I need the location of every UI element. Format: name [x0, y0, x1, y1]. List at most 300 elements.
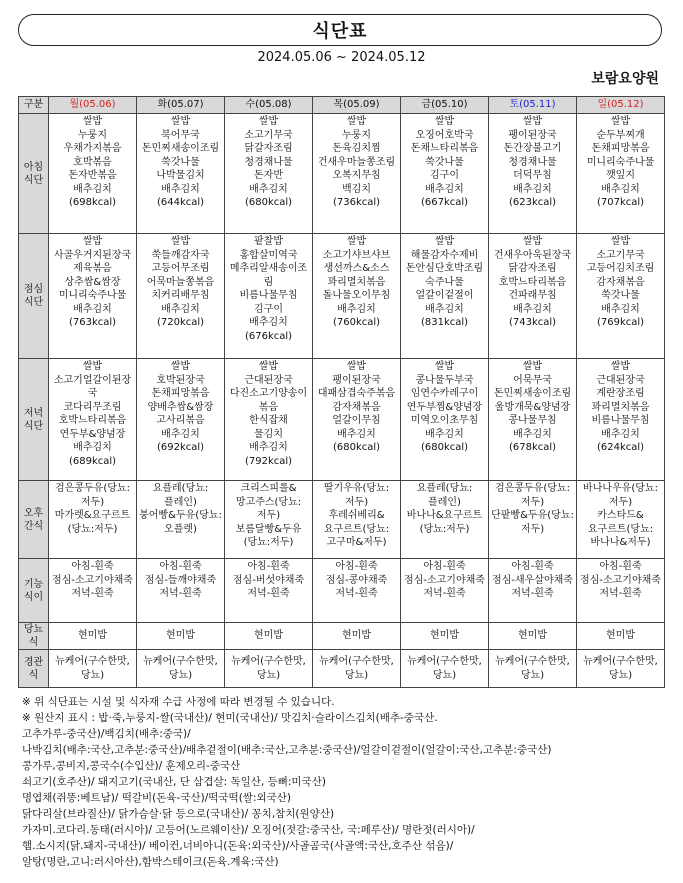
menu-item: 어묵마늘쫑볶음 [146, 276, 215, 288]
menu-cell [313, 359, 401, 481]
menu-cell [137, 559, 225, 623]
menu-item: 제육볶음 [73, 263, 112, 274]
menu-cell [225, 623, 313, 650]
menu-item: 고등어무조림 [151, 263, 210, 274]
row-label-line: 식단 [23, 420, 44, 432]
menu-item: 물김치 [254, 428, 283, 440]
menu-item: 배추김치 [73, 183, 112, 195]
menu-item: 사골우거지된장국 [53, 249, 132, 261]
menu-item: 호박느타리볶음 [58, 415, 127, 426]
menu-item: 점심-소고기야채죽 [404, 574, 485, 586]
menu-item: 후레쉬베리&요구르트(당뇨:고구마&저두) [323, 510, 390, 548]
notes [22, 694, 672, 870]
menu-item: 돈자반볶음 [68, 170, 117, 181]
menu-item: (792kcal) [244, 455, 293, 467]
menu-item: 아침-흰죽 [71, 561, 114, 572]
menu-item: (644kcal) [156, 197, 205, 208]
menu-item: 닭감자조림 [508, 263, 557, 274]
menu-cell [401, 481, 489, 559]
menu-item: 배추김치 [161, 303, 200, 315]
menu-item: 청경채나물 [508, 156, 557, 168]
menu-item: (698kcal) [68, 197, 117, 208]
menu-item: 점심-들깨야채죽 [144, 574, 217, 586]
menu-item: 배추김치 [337, 303, 376, 315]
menu-item: 배추김치 [337, 428, 376, 440]
menu-item: 쌀밥 [434, 361, 455, 372]
menu-item: (831kcal) [420, 317, 469, 328]
menu-item: 배추김치 [73, 303, 112, 315]
menu-item: (667kcal) [420, 197, 469, 208]
menu-item: 배추김치 [249, 183, 288, 195]
menu-cell [401, 559, 489, 623]
menu-item: 팥찰밥 [254, 236, 283, 247]
menu-item: 돈간장불고기 [503, 143, 562, 154]
menu-item: 깻잎지 [606, 170, 635, 181]
menu-item: 뉴케어(구수한맛, 당뇨) [407, 656, 482, 681]
menu-item: 비름나물무침 [591, 415, 650, 426]
row-label-line: 식 [28, 669, 39, 681]
menu-item: 쌀밥 [346, 116, 367, 127]
note-line: 명엽채(쥐똥:베트남)/ 떡갈비(돈육-국산)/떡국떡(쌀:외국산) [22, 792, 292, 804]
note-line: 알탕(명란,고니:러시아산),함박스테이크(돈육.계육:국산) [22, 856, 279, 868]
menu-item: 배추김치 [601, 428, 640, 440]
row-label-line: 식단 [23, 174, 44, 186]
menu-item: 뉴케어(구수한맛, 당뇨) [583, 656, 658, 681]
menu-cell [489, 114, 577, 234]
note-line: 쇠고기(호주산)/ 돼지고기(국내산, 단 삼겹살: 독일산, 등뼈:미국산) [22, 776, 326, 788]
menu-item: (769kcal) [596, 317, 645, 328]
row-label-line: 식 [28, 637, 39, 648]
menu-item: 검은콩두유(당뇨:저두) [495, 483, 570, 508]
row-label-line: 식단 [23, 297, 44, 308]
menu-item: 팽이된장국 [508, 129, 557, 141]
menu-item: 쌀밥 [610, 116, 631, 127]
menu-item: 꽈리멸치볶음 [327, 276, 386, 288]
menu-item: 바나나우유(당뇨:저두) [583, 483, 658, 508]
menu-item: 붕어빵&두유(당뇨:오플렛) [139, 510, 222, 535]
menu-item: (680kcal) [420, 442, 469, 453]
menu-item: (680kcal) [332, 442, 381, 453]
menu-item: 뉴케어(구수한맛, 당뇨) [143, 656, 218, 681]
note-line: ※ 위 식단표는 시설 및 식자재 수급 사정에 따라 변경될 수 있습니다. [22, 696, 335, 708]
menu-row [19, 359, 665, 481]
menu-item: 돈채피망볶음 [591, 143, 650, 154]
menu-item: 검은콩두유(당뇨:저두) [55, 483, 130, 508]
menu-item: 꽈리멸치볶음 [591, 401, 650, 413]
menu-item: 쌀밥 [522, 236, 543, 247]
menu-item: 돈자반 [254, 170, 283, 181]
menu-row [19, 559, 665, 623]
menu-item: 콩나물무침 [508, 415, 557, 426]
menu-item: 뉴케어(구수한맛, 당뇨) [319, 656, 394, 681]
menu-item: 점심-버섯야채죽 [232, 574, 305, 586]
menu-item: (720kcal) [156, 317, 205, 328]
menu-item: 요플레(당뇨:플레인) [152, 483, 209, 508]
menu-cell [137, 481, 225, 559]
title-box [18, 14, 662, 46]
menu-item: 소고기무국 [244, 129, 293, 141]
row-label [19, 359, 49, 481]
menu-item: (707kcal) [596, 197, 645, 208]
menu-cell [489, 359, 577, 481]
menu-item: 메추리알새송이조림 [229, 263, 308, 288]
menu-item: 저녁-흰죽 [511, 588, 554, 599]
menu-cell [49, 481, 137, 559]
menu-item: 배추김치 [601, 303, 640, 315]
menu-item: 치커리배무침 [151, 290, 210, 301]
menu-item: 쑥갓나물 [601, 290, 640, 301]
menu-item: 연두부찜&양념장 [406, 401, 483, 413]
menu-cell [401, 359, 489, 481]
menu-item: 돈안심단호박조림 [405, 263, 484, 274]
menu-cell [225, 481, 313, 559]
menu-item: (760kcal) [332, 317, 381, 328]
menu-item: 돌나물오이무침 [322, 290, 391, 301]
menu-cell [577, 559, 665, 623]
note-line: 닭다리살(브라질산)/ 닭가슴살·닭 등으로(국내산)/ 꽁치,참치(원양산) [22, 808, 335, 820]
day-header: 목(05.09) [313, 97, 401, 114]
menu-item: 배추김치 [513, 303, 552, 315]
menu-cell [49, 359, 137, 481]
menu-item: 단팥빵&두유(당뇨:저두) [491, 510, 574, 535]
menu-item: 배추김치 [425, 428, 464, 440]
menu-item: 뉴케어(구수한맛, 당뇨) [55, 656, 130, 681]
menu-item: 쌀밥 [82, 116, 103, 127]
menu-item: 소고기샤브샤브 [322, 249, 391, 261]
menu-item: (624kcal) [596, 442, 645, 453]
menu-item: 저녁-흰죽 [599, 588, 642, 599]
menu-cell [225, 650, 313, 688]
menu-item: 청경채나물 [244, 156, 293, 168]
menu-item: 오징어호박국 [415, 129, 474, 141]
menu-item: 다진소고기양송이볶음 [229, 388, 308, 413]
menu-cell [577, 114, 665, 234]
menu-row [19, 623, 665, 650]
menu-item: 근대된장국 [596, 374, 645, 386]
menu-item: 현미밥 [166, 630, 195, 642]
menu-item: 현미밥 [78, 630, 107, 642]
menu-item: (678kcal) [508, 442, 557, 453]
note-line: 나박김치(배추:국산,고추분:중국산)/배추겉절이(배추:국산,고추분:중국산)/얼갈이겉절이(얼갈이:국산,고추분:중국산) [22, 744, 552, 756]
menu-item: 돈채느타리볶음 [410, 143, 479, 154]
note-line: 가자미.코다리.동태(러시아)/ 고등어(노르웨이산)/ 오징어(젓갈:중국산, 국:페루산)/ 명란젓(러시아)/ [22, 824, 475, 836]
menu-cell [49, 234, 137, 359]
menu-cell [401, 234, 489, 359]
menu-item: 북어무국 [161, 129, 200, 141]
menu-item: 쑥갓나물 [425, 156, 464, 168]
menu-row [19, 481, 665, 559]
menu-item: 현미밥 [518, 630, 547, 642]
row-label-line: 당뇨 [23, 624, 44, 635]
row-label [19, 650, 49, 688]
menu-item: 누룽지 [342, 129, 371, 141]
menu-item: 나박물김치 [156, 170, 205, 181]
menu-item: 현미밥 [606, 630, 635, 642]
menu-item: 쌀밥 [170, 236, 191, 247]
menu-item: (680kcal) [244, 197, 293, 208]
row-label-line: 오후 [23, 507, 44, 519]
menu-item: 배추김치 [73, 442, 112, 453]
menu-item: 생선까스&소스 [323, 263, 390, 274]
menu-item: 보름달빵&두유(당뇨:저두) [235, 523, 302, 548]
menu-item: 현미밥 [342, 630, 371, 642]
menu-cell [577, 623, 665, 650]
menu-item: 아침-흰죽 [335, 561, 378, 572]
menu-item: 미니리숙주나물 [58, 290, 127, 301]
menu-item: 해물감자수제비 [410, 249, 479, 261]
menu-item: 더덕무침 [513, 170, 552, 181]
row-label [19, 559, 49, 623]
menu-cell [577, 650, 665, 688]
menu-item: 쌀밥 [434, 236, 455, 247]
menu-item: 쌀밥 [170, 361, 191, 372]
day-header: 수(05.08) [225, 97, 313, 114]
menu-item: (623kcal) [508, 197, 557, 208]
menu-body [19, 114, 665, 688]
menu-item: 감자채볶음 [332, 401, 381, 413]
menu-cell [313, 623, 401, 650]
menu-cell [577, 481, 665, 559]
menu-item: 돈민찌새송이조림 [141, 143, 220, 154]
row-label [19, 234, 49, 359]
row-label-line: 간식 [23, 520, 44, 532]
menu-item: 배추김치 [249, 442, 288, 453]
menu-item: 백김치 [342, 183, 371, 195]
menu-item: 숙주나물 [425, 276, 464, 288]
menu-item: 뉴케어(구수한맛, 당뇨) [495, 656, 570, 681]
menu-item: 아침-흰죽 [159, 561, 202, 572]
menu-item: 미역오이초무침 [410, 415, 479, 426]
menu-item: 미니리숙주나물 [586, 156, 655, 168]
menu-cell [49, 114, 137, 234]
menu-cell [225, 359, 313, 481]
menu-cell [489, 481, 577, 559]
menu-item: 배추김치 [425, 303, 464, 315]
menu-item: (689kcal) [68, 455, 117, 467]
menu-item: 쌀밥 [522, 116, 543, 127]
menu-item: 쌀밥 [346, 236, 367, 247]
menu-item: 순두부찌개 [596, 129, 645, 141]
day-header: 화(05.07) [137, 97, 225, 114]
menu-item: 호박된장국 [156, 374, 205, 386]
menu-item: 감자채볶음 [596, 276, 645, 288]
menu-item: 마가렛&요구르트(당뇨:저두) [54, 510, 131, 535]
menu-item: 돈민찌새송이조림 [493, 388, 572, 399]
menu-item: 현미밥 [430, 630, 459, 642]
row-label-line: 식이 [23, 591, 44, 603]
menu-item: 얼갈이겉절이 [415, 290, 474, 301]
menu-cell [49, 623, 137, 650]
menu-item: 쌀밥 [522, 361, 543, 372]
menu-cell [137, 650, 225, 688]
menu-item: 홍합살미역국 [239, 249, 298, 261]
menu-cell [225, 114, 313, 234]
menu-item: 고사리볶음 [156, 415, 205, 426]
page-title: 식단표 [312, 21, 368, 42]
menu-item: 바나나&요구르트(당뇨:저두) [406, 510, 483, 535]
menu-item: 대패삼겹숙주볶음 [317, 388, 396, 399]
menu-cell [137, 623, 225, 650]
menu-item: 점심-콩야채죽 [325, 574, 388, 586]
menu-item: 뉴케어(구수한맛, 당뇨) [231, 656, 306, 681]
menu-item: 배추김치 [601, 183, 640, 195]
menu-cell [401, 114, 489, 234]
menu-table [18, 96, 665, 688]
note-line: ※ 원산지 표시 : 밥·죽,누룽지-쌀(국내산)/ 현미(국내산)/ 맛김치·슬라이스김치(배추-중국산. [22, 712, 438, 724]
menu-item: 아침-흰죽 [511, 561, 554, 572]
row-label [19, 114, 49, 234]
menu-item: 우채가지볶음 [63, 143, 122, 154]
menu-item: 건새우아욱된장국 [493, 249, 572, 261]
menu-item: 임연수카레구이 [410, 388, 479, 399]
menu-cell [401, 650, 489, 688]
menu-item: 얼갈이무침 [332, 415, 381, 426]
day-header: 토(05.11) [489, 97, 577, 114]
menu-item: 울방개묵&양념장 [494, 401, 571, 413]
menu-item: 배추김치 [513, 428, 552, 440]
day-header: 월(05.06) [49, 97, 137, 114]
row-label [19, 623, 49, 650]
menu-item: 돈채피망볶음 [151, 388, 210, 399]
row-label-line: 점심 [23, 284, 44, 295]
row-label-line: 기능 [23, 578, 44, 590]
row-label-line: 아침 [23, 161, 44, 173]
menu-item: 근대된장국 [244, 374, 293, 386]
menu-item: 쑥들깨감자국 [151, 249, 210, 261]
menu-item: 쌀밥 [610, 236, 631, 247]
menu-item: 쌀밥 [434, 116, 455, 127]
row-label-line: 경관 [23, 656, 44, 668]
menu-cell [313, 559, 401, 623]
note-line: 고추가루-중국산)/백김치(배추:중국)/ [22, 728, 191, 740]
header-row [19, 97, 665, 114]
menu-cell [313, 650, 401, 688]
day-header: 금(05.10) [401, 97, 489, 114]
menu-item: 어묵무국 [513, 374, 552, 386]
row-label-line: 저녁 [23, 407, 44, 419]
organization-name: 보람요양원 [591, 71, 659, 87]
menu-item: 요플레(당뇨:플레인) [416, 483, 473, 508]
menu-item: 소고기무국 [596, 249, 645, 261]
menu-item: 배추김치 [513, 183, 552, 195]
menu-item: 크리스피롤&망고주스(당뇨:저두) [235, 483, 302, 521]
menu-item: 호박볶음 [73, 156, 112, 168]
menu-item: 닭갈자조림 [244, 143, 293, 154]
menu-item: 쌀밥 [610, 361, 631, 372]
menu-item: 점심-소고기야채죽 [580, 574, 661, 586]
menu-cell [225, 559, 313, 623]
menu-cell [313, 481, 401, 559]
day-header: 일(05.12) [577, 97, 665, 114]
menu-item: 배추김치 [161, 183, 200, 195]
menu-item: 누룽지 [78, 129, 107, 141]
menu-item: 쑥갓나물 [161, 156, 200, 168]
menu-item: 카스타드&요구르트(당뇨:바나나&저두) [587, 510, 654, 548]
menu-item: 한식잡채 [249, 415, 288, 426]
menu-cell [225, 234, 313, 359]
menu-item: (763kcal) [68, 317, 117, 328]
menu-item: 쌀밥 [258, 361, 279, 372]
menu-item: 호박느타리볶음 [498, 276, 567, 288]
menu-cell [489, 559, 577, 623]
menu-item: 저녁-흰죽 [247, 588, 290, 599]
menu-item: 쌀밥 [82, 236, 103, 247]
menu-item: 점심-새우살야채죽 [492, 574, 573, 586]
menu-item: 연두부&양념장 [59, 428, 126, 440]
menu-cell [489, 234, 577, 359]
menu-item: 저녁-흰죽 [423, 588, 466, 599]
menu-item: 현미밥 [254, 630, 283, 642]
menu-row [19, 114, 665, 234]
menu-item: 비름나물무침 [239, 290, 298, 301]
date-range: 2024.05.06 ~ 2024.05.12 [257, 50, 426, 65]
menu-item: 돈육김치찜 [332, 143, 381, 154]
menu-item: 계란장조림 [596, 388, 645, 399]
menu-item: (692kcal) [156, 442, 205, 453]
menu-item: (743kcal) [508, 317, 557, 328]
menu-item: 배추김치 [161, 428, 200, 440]
menu-item: 건새우마늘쫑조림 [317, 156, 396, 168]
menu-cell [49, 559, 137, 623]
corner-header: 구분 [19, 97, 49, 114]
note-line: 콩가루,콩비지,콩국수(수입산)/ 훈제오리-중국산 [22, 760, 241, 772]
menu-cell [313, 234, 401, 359]
menu-item: (736kcal) [332, 197, 381, 208]
menu-item: 쌀밥 [346, 361, 367, 372]
menu-item: (676kcal) [244, 330, 293, 342]
menu-cell [49, 650, 137, 688]
menu-item: 아침-흰죽 [599, 561, 642, 572]
menu-item: 코다리무조림 [63, 401, 122, 413]
menu-cell [137, 114, 225, 234]
menu-item: 점심-소고기야채죽 [52, 574, 133, 586]
menu-item: 양배추쌈&쌈장 [147, 401, 214, 413]
menu-row [19, 234, 665, 359]
menu-item: 아침-흰죽 [247, 561, 290, 572]
menu-cell [577, 234, 665, 359]
menu-item: 배추김치 [425, 183, 464, 195]
menu-item: 김구이 [254, 303, 283, 315]
menu-item: 오복지무침 [332, 170, 381, 181]
menu-cell [401, 623, 489, 650]
menu-row [19, 650, 665, 688]
menu-cell [137, 359, 225, 481]
row-label [19, 481, 49, 559]
menu-item: 고등어김치조림 [586, 263, 655, 274]
menu-item: 저녁-흰죽 [335, 588, 378, 599]
menu-item: 저녁-흰죽 [159, 588, 202, 599]
menu-cell [137, 234, 225, 359]
menu-item: 아침-흰죽 [423, 561, 466, 572]
menu-item: 팽이된장국 [332, 374, 381, 386]
menu-item: 쌀밥 [258, 116, 279, 127]
note-line: 햄.소시지(닭.돼지-국내산)/ 베이컨,너비아니(돈육:외국산)/사골곰국(사골액:국산,호주산 섞음)/ [22, 840, 454, 852]
menu-item: 저녁-흰죽 [71, 588, 114, 599]
menu-item: 콩나물두부국 [415, 374, 474, 386]
menu-item: 쌀밥 [82, 361, 103, 372]
menu-item: 건파래무침 [508, 290, 557, 301]
menu-item: 딸기우유(당뇨:저두) [323, 483, 390, 508]
menu-item: 김구이 [430, 170, 459, 181]
menu-cell [313, 114, 401, 234]
menu-cell [577, 359, 665, 481]
menu-item: 소고기얼갈이된장국 [53, 374, 132, 399]
menu-item: 쌀밥 [170, 116, 191, 127]
menu-item: 상추쌈&쌈장 [64, 276, 121, 288]
menu-item: 배추김치 [249, 317, 288, 328]
menu-cell [489, 623, 577, 650]
menu-cell [489, 650, 577, 688]
